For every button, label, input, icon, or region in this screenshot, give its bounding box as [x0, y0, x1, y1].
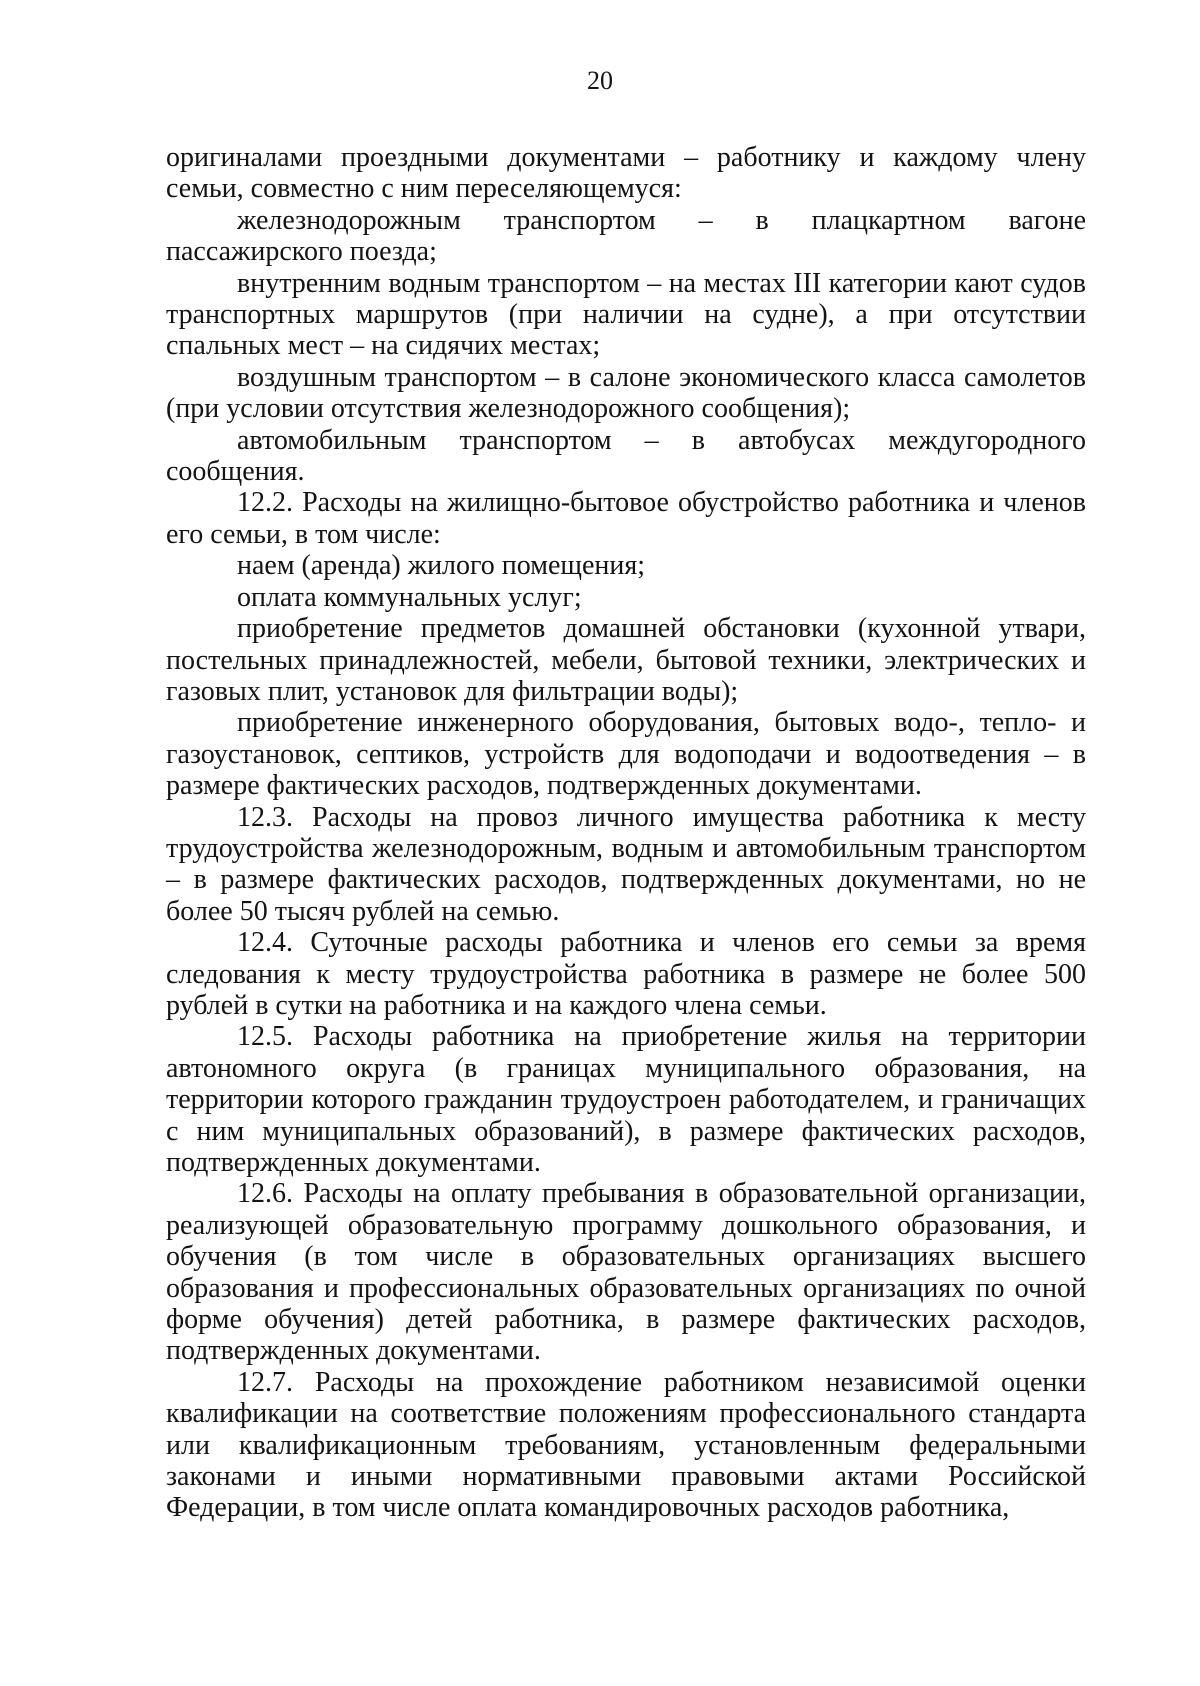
paragraph-utilities: оплата коммунальных услуг; — [237, 581, 582, 613]
paragraph-12-4: 12.4. Суточные расходы работника и членов его семьи за время следования к месту трудоустройства работника в размере не более 500 рублей в сутки на работника и на каждого члена семьи. — [166, 927, 1086, 1021]
document-body — [166, 142, 1086, 1524]
paragraph-air-transport: воздушным транспортом – в салоне экономического класса самолетов (при условии отсутствия железнодорожного сообщения); — [166, 361, 1086, 425]
paragraph-furnishings: приобретение предметов домашней обстановки (кухонной утвари, постельных принадлежностей, мебели, бытовой техники, электрических и газовых плит, установок для фильтрации воды); — [166, 613, 1086, 707]
paragraph-engineering-equipment: приобретение инженерного оборудования, бытовых водо-, тепло- и газоустановок, септиков, устройств для водоподачи и водоотведения – в размере фактических расходов, подтвержденных документами. — [166, 707, 1086, 802]
paragraph-road-transport: автомобильным транспортом – в автобусах междугородного сообщения. — [166, 424, 1086, 488]
paragraph-rent: наем (аренда) жилого помещения; — [237, 550, 646, 582]
page-number: 20 — [587, 66, 613, 95]
paragraph-continuation: оригиналами проездными документами – работнику и каждому члену семьи, совместно с ним переселяющемуся: — [166, 142, 1086, 205]
paragraph-12-6: 12.6. Расходы на оплату пребывания в образовательной организации, реализующей образовательную программу дошкольного образования, и обучения (в том числе в образовательных организациях высшего образования и профессиональных образовательных организациях по очной форме обучения) детей работника, в размере фактических расходов, подтвержденных документами. — [166, 1178, 1086, 1367]
paragraph-rail-transport: железнодорожным транспортом – в плацкартном вагоне пассажирского поезда; — [166, 204, 1086, 268]
paragraph-12-2: 12.2. Расходы на жилищно-бытовое обустройство работника и членов его семьи, в том числе: — [166, 487, 1086, 550]
paragraph-12-5: 12.5. Расходы работника на приобретение жилья на территории автономного округа (в границах муниципального образования, на территории которого гражданин трудоустроен работодателем, и граничащих с ним муниципальных образований), в размере фактических расходов, подтвержденных документами. — [166, 1021, 1086, 1178]
paragraph-12-3: 12.3. Расходы на провоз личного имущества работника к месту трудоустройства железнодорожным, водным и автомобильным транспортом – в размере фактических расходов, подтвержденных документами, но не более 50 тысяч рублей на семью. — [166, 801, 1086, 927]
paragraph-12-7: 12.7. Расходы на прохождение работником независимой оценки квалификации на соответствие положениям профессионального стандарта или квалификационным требованиям, установленным федеральными законами и иными нормативными правовыми актами Российской Федерации, в том числе оплата командировочных расходов работника, — [166, 1366, 1086, 1524]
paragraph-water-transport: внутренним водным транспортом – на местах III категории кают судов транспортных маршрутов (при наличии на судне), а при отсутствии спальных мест – на сидячих местах; — [166, 267, 1086, 362]
